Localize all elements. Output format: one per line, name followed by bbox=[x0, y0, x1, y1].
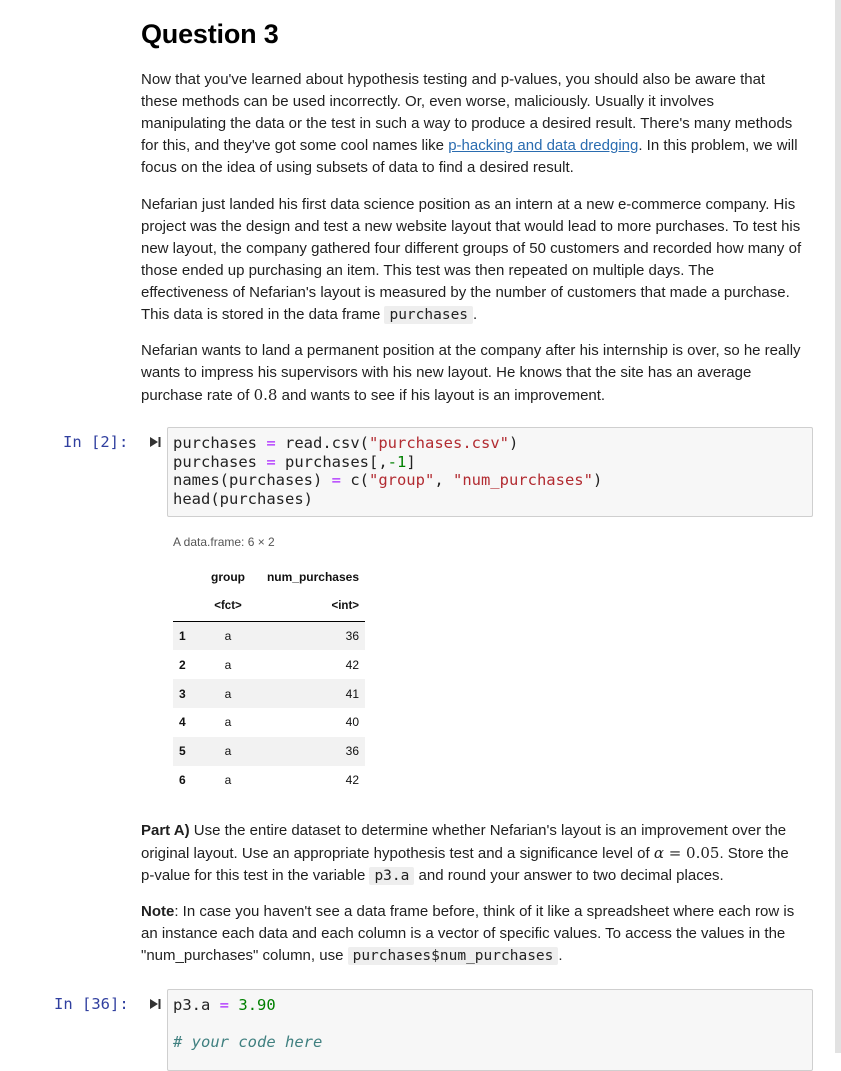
table-cell: a bbox=[224, 744, 232, 759]
code-editor[interactable] bbox=[173, 996, 322, 1052]
table-cell: 1 bbox=[179, 628, 186, 643]
note-label: Note bbox=[141, 903, 175, 920]
code-token: "group" bbox=[368, 471, 435, 490]
code-token: 3.90 bbox=[238, 996, 276, 1014]
code-token: names(purchases) bbox=[173, 471, 332, 490]
code-token: c( bbox=[340, 471, 369, 490]
math-alpha: α bbox=[653, 844, 664, 862]
code-line[interactable] bbox=[173, 490, 602, 509]
code-token: = bbox=[331, 471, 341, 490]
code-token: "num_purchases" bbox=[452, 471, 593, 490]
code-token: ] bbox=[406, 452, 416, 471]
math-rate: 0.8 bbox=[253, 386, 278, 404]
index-type bbox=[173, 592, 199, 621]
cell-prompt: In [2]: bbox=[63, 433, 129, 451]
code-cell[interactable] bbox=[167, 989, 813, 1071]
table-row bbox=[173, 737, 365, 766]
inline-code-num-purchases: purchases$num_purchases bbox=[348, 947, 559, 965]
cell-prompt: In [36]: bbox=[54, 995, 129, 1013]
table-cell: 41 bbox=[345, 686, 359, 701]
code-token: = bbox=[266, 452, 276, 471]
table-cell: a bbox=[224, 628, 232, 643]
table-cell: 42 bbox=[345, 772, 359, 787]
part-a-paragraph bbox=[141, 820, 805, 887]
note-paragraph bbox=[141, 901, 803, 967]
column-type: <int> bbox=[257, 592, 365, 621]
table-cell: 3 bbox=[179, 686, 186, 701]
note-text-end: . bbox=[558, 947, 563, 964]
dataframe-caption: A data.frame: 6 × 2 bbox=[173, 535, 275, 549]
page-title: Question 3 bbox=[141, 19, 279, 49]
table-cell: 4 bbox=[179, 715, 186, 730]
table-row bbox=[173, 621, 365, 650]
column-type: <fct> bbox=[199, 592, 257, 621]
code-token: ) bbox=[508, 434, 519, 452]
intro-text: Now that you've learned about hypothesis testing and p-values, you should also be aware that these methods can be used incorrectly. Or, even worse, maliciously. Usually it involves manipulating the data or the test in such a way to produce a desired result. There's many methods for this, and they've got some cool names like bbox=[141, 71, 793, 154]
code-token: # your code here bbox=[173, 1033, 323, 1052]
scrollbar[interactable] bbox=[835, 0, 841, 1053]
table-row bbox=[173, 650, 365, 679]
inline-code-p3a: p3.a bbox=[369, 867, 414, 885]
scenario-paragraph bbox=[141, 194, 803, 326]
part-a-label: Part A) bbox=[141, 822, 190, 839]
table-cell: 5 bbox=[179, 744, 186, 759]
code-line[interactable] bbox=[173, 471, 602, 490]
table-cell: 36 bbox=[345, 628, 359, 643]
code-token: = bbox=[266, 434, 276, 452]
goal-text: Nefarian wants to land a permanent position at the company after his internship is over, so he really wants to impress his supervisors with his new layout. He knows that the site has an average purchase rate of bbox=[141, 342, 801, 404]
part-a-text-mid: . Store the p-value for this test in the variable bbox=[141, 845, 789, 884]
goal-text-end: and wants to see if his layout is an improvement. bbox=[277, 387, 606, 404]
code-token: = bbox=[219, 996, 230, 1014]
dataframe-table bbox=[173, 563, 365, 794]
code-line[interactable] bbox=[173, 453, 602, 472]
table-cell: 40 bbox=[345, 715, 359, 730]
code-token: , bbox=[434, 471, 453, 490]
column-header: num_purchases bbox=[266, 570, 359, 585]
part-a-text: Use the entire dataset to determine whether Nefarian's layout is an improvement over the original layout. Use an appropriate hypothesis test and a significance level of bbox=[141, 822, 787, 862]
code-cell[interactable] bbox=[167, 427, 813, 517]
scenario-text: Nefarian just landed his first data science position as an intern at a new e-commerce company. His project was the design and test a new website layout that would lead to more purchases. To test his new layout, the company gathered four different groups of 50 customers and recorded how many of those ended up purchasing an item. This test was then repeated on multiple days. The effectiveness of Nefarian's layout is measured by the number of customers that made a purchase. This data is stored in the data frame bbox=[141, 196, 802, 323]
run-cell-icon[interactable] bbox=[148, 435, 162, 449]
code-token: -1 bbox=[387, 452, 407, 471]
inline-code-purchases: purchases bbox=[384, 306, 473, 324]
table-cell: a bbox=[224, 772, 232, 787]
code-editor[interactable] bbox=[173, 434, 602, 509]
code-token: ) bbox=[592, 471, 603, 490]
table-row bbox=[173, 766, 365, 795]
intro-text-end: . In this problem, we will focus on the idea of using subsets of data to find a desired result. bbox=[141, 137, 798, 176]
note-text: : In case you haven't see a data frame before, think of it like a spreadsheet where each row is an instance each data and each column is a vector of specific values. To access the values in the "num_purchases" column, use bbox=[141, 903, 795, 964]
index-header bbox=[173, 563, 199, 592]
code-token bbox=[229, 996, 238, 1014]
code-token: head(purchases) bbox=[173, 490, 313, 509]
code-token: purchases bbox=[173, 434, 267, 452]
code-token: purchases[, bbox=[275, 452, 388, 471]
math-significance: = 0.05 bbox=[663, 844, 720, 862]
p-hacking-link[interactable]: p-hacking and data dredging bbox=[448, 137, 639, 154]
code-token: p3.a bbox=[173, 996, 220, 1014]
code-line[interactable] bbox=[173, 1033, 322, 1052]
code-token: "purchases.csv" bbox=[369, 434, 509, 452]
goal-paragraph bbox=[141, 340, 803, 407]
run-cell-icon[interactable] bbox=[148, 997, 162, 1011]
intro-paragraph bbox=[141, 69, 803, 179]
table-cell: a bbox=[224, 715, 232, 730]
table-row bbox=[173, 708, 365, 737]
code-line[interactable] bbox=[173, 1015, 322, 1034]
code-line[interactable] bbox=[173, 434, 602, 453]
code-token: read.csv( bbox=[275, 434, 369, 452]
code-line[interactable] bbox=[173, 996, 322, 1015]
table-row bbox=[173, 679, 365, 708]
code-token: purchases bbox=[173, 452, 267, 471]
table-cell: 2 bbox=[179, 657, 186, 672]
part-a-text-end: and round your answer to two decimal places. bbox=[414, 867, 724, 884]
column-header: group bbox=[211, 570, 245, 585]
table-cell: a bbox=[224, 657, 232, 672]
scenario-text-end: . bbox=[473, 306, 478, 323]
table-cell: 6 bbox=[179, 772, 186, 787]
table-cell: 42 bbox=[345, 657, 359, 672]
table-cell: 36 bbox=[345, 744, 359, 759]
table-cell: a bbox=[224, 686, 232, 701]
